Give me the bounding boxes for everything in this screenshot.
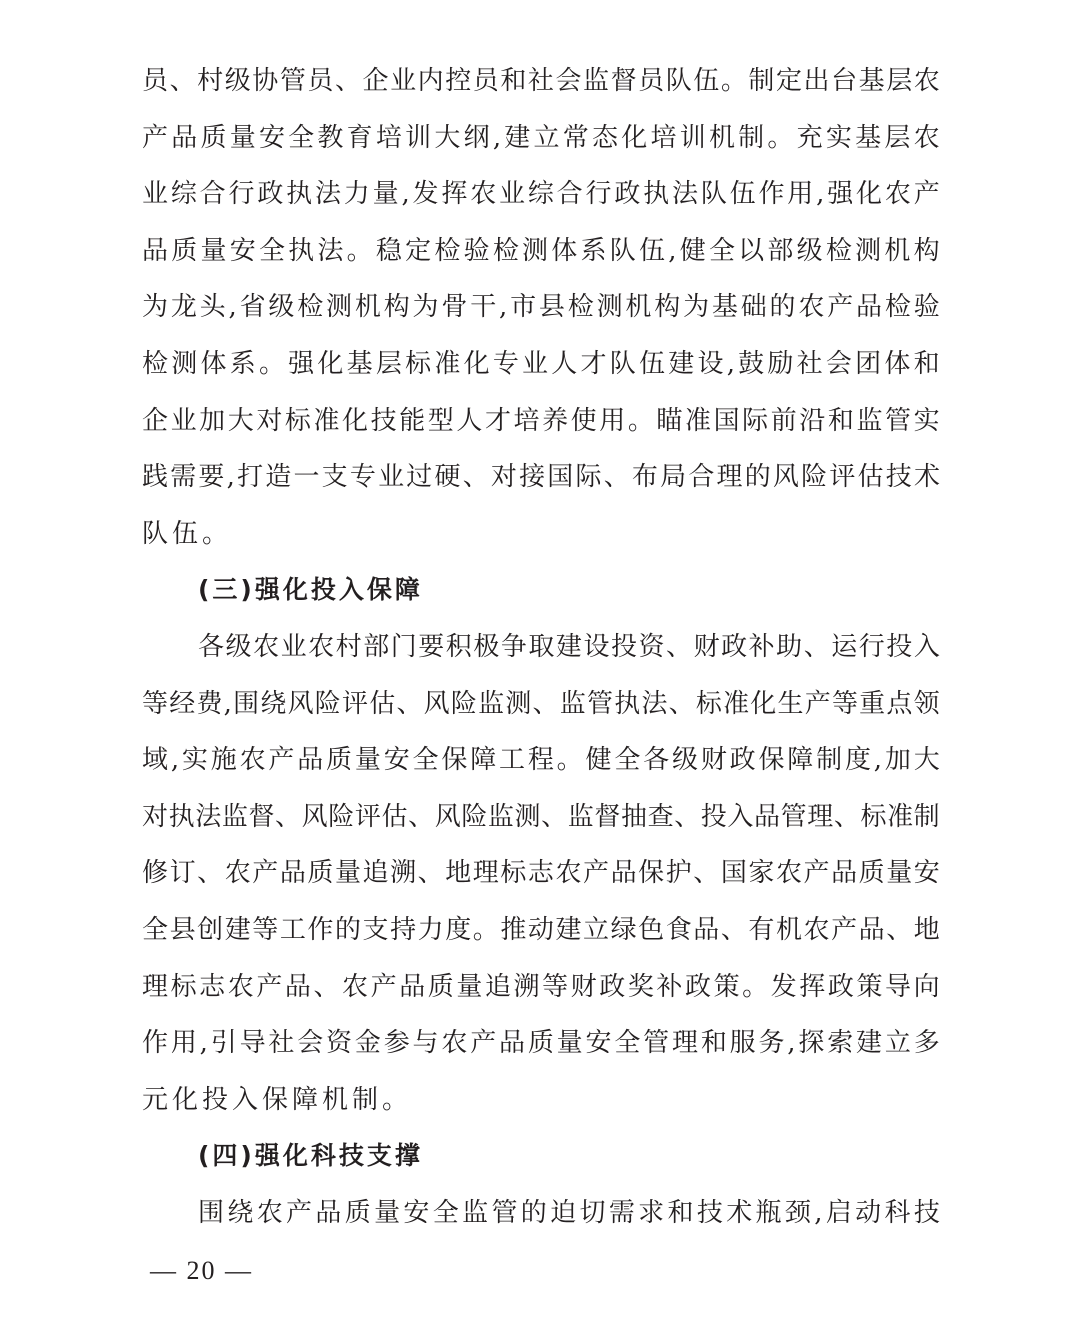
text-line: 业 综 合 行 政 执 法 力 量 , 发 挥 农 业 综 合 行 政 执 法 队 伍 作 用 , 强 化 农 产 — [142, 179, 940, 210]
text-line: 理 标 志 农 产 品 、 农 产 品 质 量 追 溯 等 财 政 奖 补 政 策 。 发 挥 政 策 导 向 — [142, 971, 940, 1002]
document-body — [142, 53, 940, 1241]
text-line: 企 业 加 大 对 标 准 化 技 能 型 人 才 培 养 使 用 。 瞄 准 国 际 前 沿 和 监 管 实 — [142, 405, 940, 436]
text-line: 践 需 要 , 打 造 一 支 专 业 过 硬 、 对 接 国 际 、 布 局 合 理 的 风 险 评 估 技 术 — [142, 462, 940, 493]
text-line: 检 测 体 系 。 强 化 基 层 标 准 化 专 业 人 才 队 伍 建 设 , 鼓 励 社 会 团 体 和 — [142, 348, 940, 379]
text-line: 域 , 实 施 农 产 品 质 量 安 全 保 障 工 程 。 健 全 各 级 财 政 保 障 制 度 , 加 大 — [142, 745, 940, 776]
text-line: 产 品 质 量 安 全 教 育 培 训 大 纲 , 建 立 常 态 化 培 训 机 制 。 充 实 基 层 农 — [142, 122, 940, 153]
text-line: 围 绕 农 产 品 质 量 安 全 监 管 的 迫 切 需 求 和 技 术 瓶 颈 , 启 动 科 技 — [198, 1197, 940, 1228]
text-line: 员 、 村 级 协 管 员 、 企 业 内 控 员 和 社 会 监 督 员 队 伍 。 制 定 出 台 基 层 农 — [142, 66, 940, 96]
text-line: 队伍。 — [142, 518, 233, 549]
section-heading: (四)强化科技支撑 — [198, 1141, 423, 1171]
text-line: 修 订 、 农 产 品 质 量 追 溯 、 地 理 标 志 农 产 品 保 护 、 国 家 农 产 品 质 量 安 — [142, 858, 940, 889]
page-number: — 20 — — [150, 1256, 253, 1285]
text-line: 各 级 农 业 农 村 部 门 要 积 极 争 取 建 设 投 资 、 财 政 补 助 、 运 行 投 入 — [198, 631, 940, 662]
text-line: 作 用 , 引 导 社 会 资 金 参 与 农 产 品 质 量 安 全 管 理 和 服 务 , 探 索 建 立 多 — [142, 1028, 940, 1059]
text-line: 元化投入保障机制。 — [142, 1084, 413, 1115]
text-line: 对 执 法 监 督 、 风 险 评 估 、 风 险 监 测 、 监 督 抽 查 、 投 入 品 管 理 、 标 准 制 — [142, 801, 940, 832]
text-line: 品 质 量 安 全 执 法 。 稳 定 检 验 检 测 体 系 队 伍 , 健 全 以 部 级 检 测 机 构 — [142, 235, 940, 266]
text-line: 为 龙 头 , 省 级 检 测 机 构 为 骨 干 , 市 县 检 测 机 构 为 基 础 的 农 产 品 检 验 — [142, 292, 940, 323]
text-line: 全 县 创 建 等 工 作 的 支 持 力 度 。 推 动 建 立 绿 色 食 品 、 有 机 农 产 品 、 地 — [142, 914, 940, 945]
text-line: 等 经 费 , 围 绕 风 险 评 估 、 风 险 监 测 、 监 管 执 法 、 标 准 化 生 产 等 重 点 领 — [142, 688, 940, 719]
section-heading: (三)强化投入保障 — [198, 575, 423, 605]
